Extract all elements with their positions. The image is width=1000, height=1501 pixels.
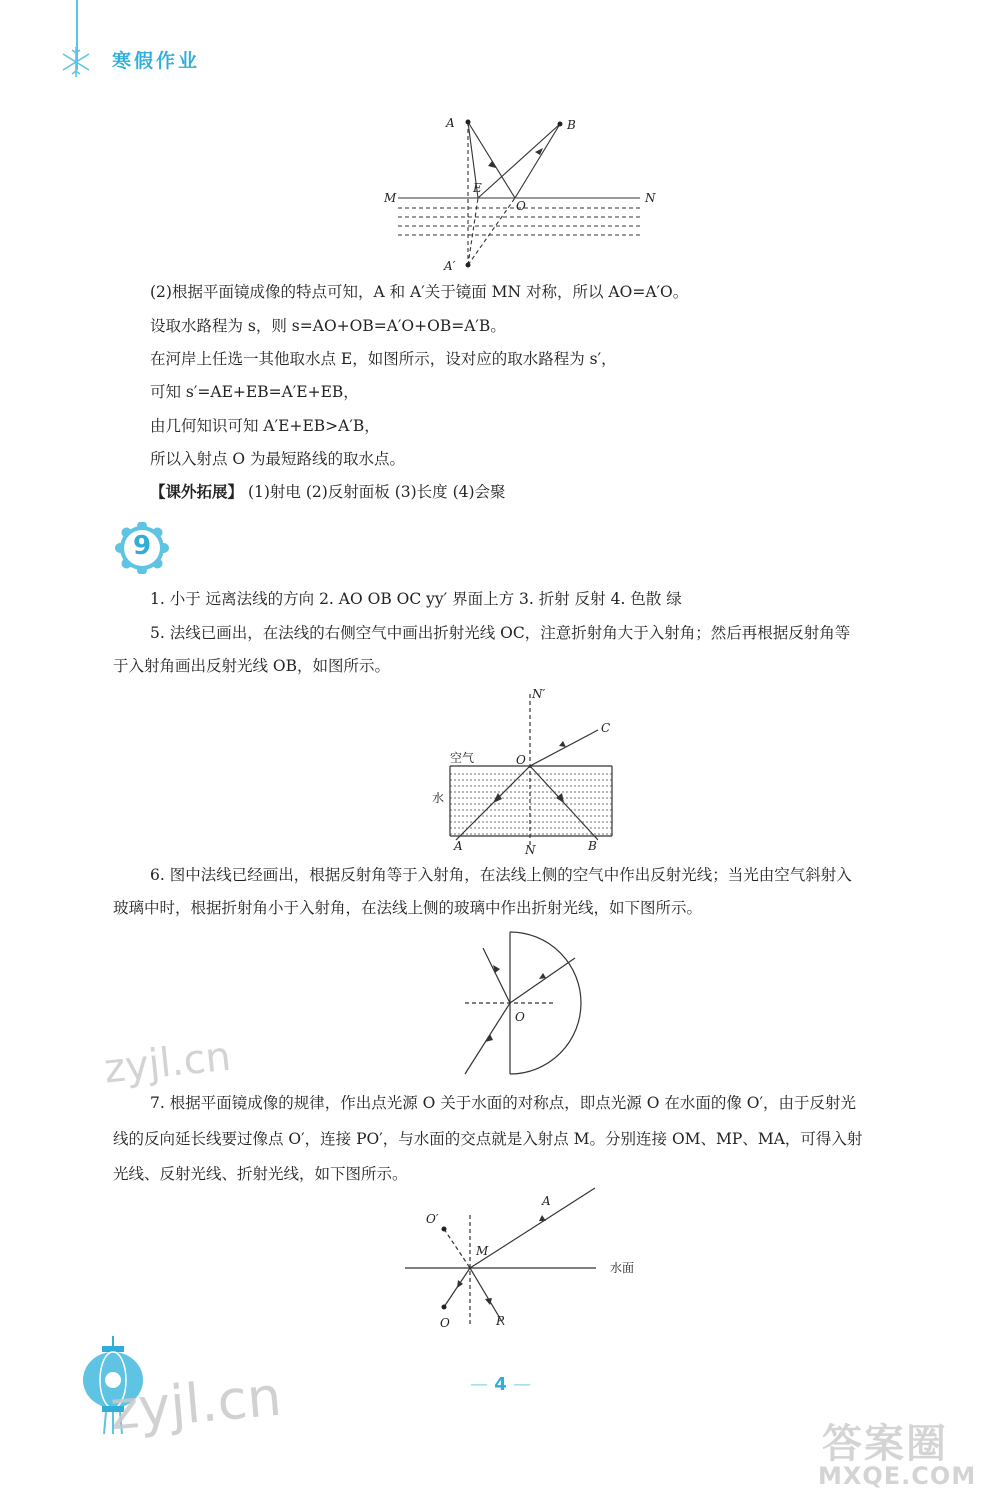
- label-B: B: [588, 839, 597, 853]
- label-P: P: [496, 1314, 505, 1328]
- part2-line-4: 可知 s′=AE+EB=A′E+EB，: [150, 383, 359, 401]
- q7-line-3: 光线、反射光线、折射光线，如下图所示。: [113, 1165, 408, 1183]
- q5-line-2: 于入射角画出反射光线 OB，如图所示。: [113, 657, 391, 675]
- label-C: C: [601, 721, 611, 735]
- extension-line: [150, 483, 506, 501]
- q7-line-2: 线的反向延长线要过像点 O′，连接 PO′，与水面的交点就是入射点 M。分别连接 OM、MP、MA，可得入射: [113, 1130, 863, 1148]
- label-M: M: [476, 1244, 489, 1258]
- snowflake-icon: [58, 44, 94, 80]
- label-O: O: [440, 1316, 450, 1330]
- watermark-mid: zyjl.cn: [101, 1033, 234, 1093]
- label-O: O: [516, 199, 526, 213]
- q6-line-1: 6. 图中法线已经画出，根据反射角等于入射角，在法线上侧的空气中作出反射光线；当光由空气斜射入: [150, 866, 852, 884]
- label-N-prime: N′: [532, 687, 546, 701]
- label-N: N: [645, 191, 656, 205]
- part2-line-3: 在河岸上任选一其他取水点 E，如图所示，设对应的取水路程为 s′，: [150, 350, 617, 368]
- part2-line-2: 设取水路程为 s，则 s=AO+OB=A′O+OB=A′B。: [150, 317, 506, 335]
- q7-line-1: 7. 根据平面镜成像的规律，作出点光源 O 关于水面的对称点，即点光源 O 在水面的像 O′，由于反射光: [150, 1094, 856, 1112]
- label-A: A: [542, 1194, 551, 1208]
- figure-mirror-reflection: [380, 110, 670, 280]
- label-A: A: [454, 839, 463, 853]
- figure-water-surface-reflection: [400, 1185, 680, 1345]
- q6-line-2: 玻璃中时，根据折射角小于入射角，在法线上侧的玻璃中作出折射光线，如下图所示。: [113, 899, 703, 917]
- label-O: O: [515, 1010, 525, 1024]
- label-B: B: [567, 118, 576, 132]
- label-water: 水: [432, 791, 445, 805]
- label-E: E: [473, 181, 482, 195]
- page-header-title: 寒假作业: [112, 50, 201, 72]
- part2-line-1: (2)根据平面镜成像的特点可知，A 和 A′关于镜面 MN 对称，所以 AO=A′O。: [150, 283, 689, 301]
- part2-line-5: 由几何知识可知 A′E+EB>A′B，: [150, 417, 380, 435]
- label-N: N: [525, 843, 536, 856]
- extension-text: (1)射电 (2)反射面板 (3)长度 (4)会聚: [243, 483, 506, 501]
- label-O-prime: O′: [426, 1212, 439, 1226]
- page-number: 4: [494, 1374, 507, 1395]
- figure-glass-semicircle: [455, 928, 605, 1078]
- watermark-corner-bottom: MXQE.COM: [818, 1462, 977, 1490]
- label-A-prime: A′: [444, 259, 456, 273]
- watermark-bottom: zyjl.cn: [107, 1364, 284, 1443]
- q5-line-1: 5. 法线已画出，在法线的右侧空气中画出折射光线 OC，注意折射角大于入射角；然后再根据反射角等: [150, 624, 851, 642]
- section-number: 9: [132, 531, 152, 561]
- part2-line-6: 所以入射点 O 为最短路线的取水点。: [150, 450, 406, 468]
- figure-air-water-refraction: [420, 686, 630, 856]
- extension-label: 【课外拓展】: [150, 482, 244, 501]
- label-air: 空气: [450, 751, 475, 765]
- section-number-badge: [112, 522, 172, 574]
- page-number-wrap: — 4 —: [470, 1374, 532, 1395]
- answers-1-4: 1. 小于 远离法线的方向 2. AO OB OC yy′ 界面上方 3. 折射 反射 4. 色散 绿: [150, 590, 682, 608]
- label-M: M: [384, 191, 397, 205]
- label-O: O: [516, 753, 526, 767]
- watermark-corner-top: 答案圈: [822, 1421, 948, 1467]
- label-water-surface: 水面: [610, 1261, 635, 1275]
- label-A: A: [446, 116, 455, 130]
